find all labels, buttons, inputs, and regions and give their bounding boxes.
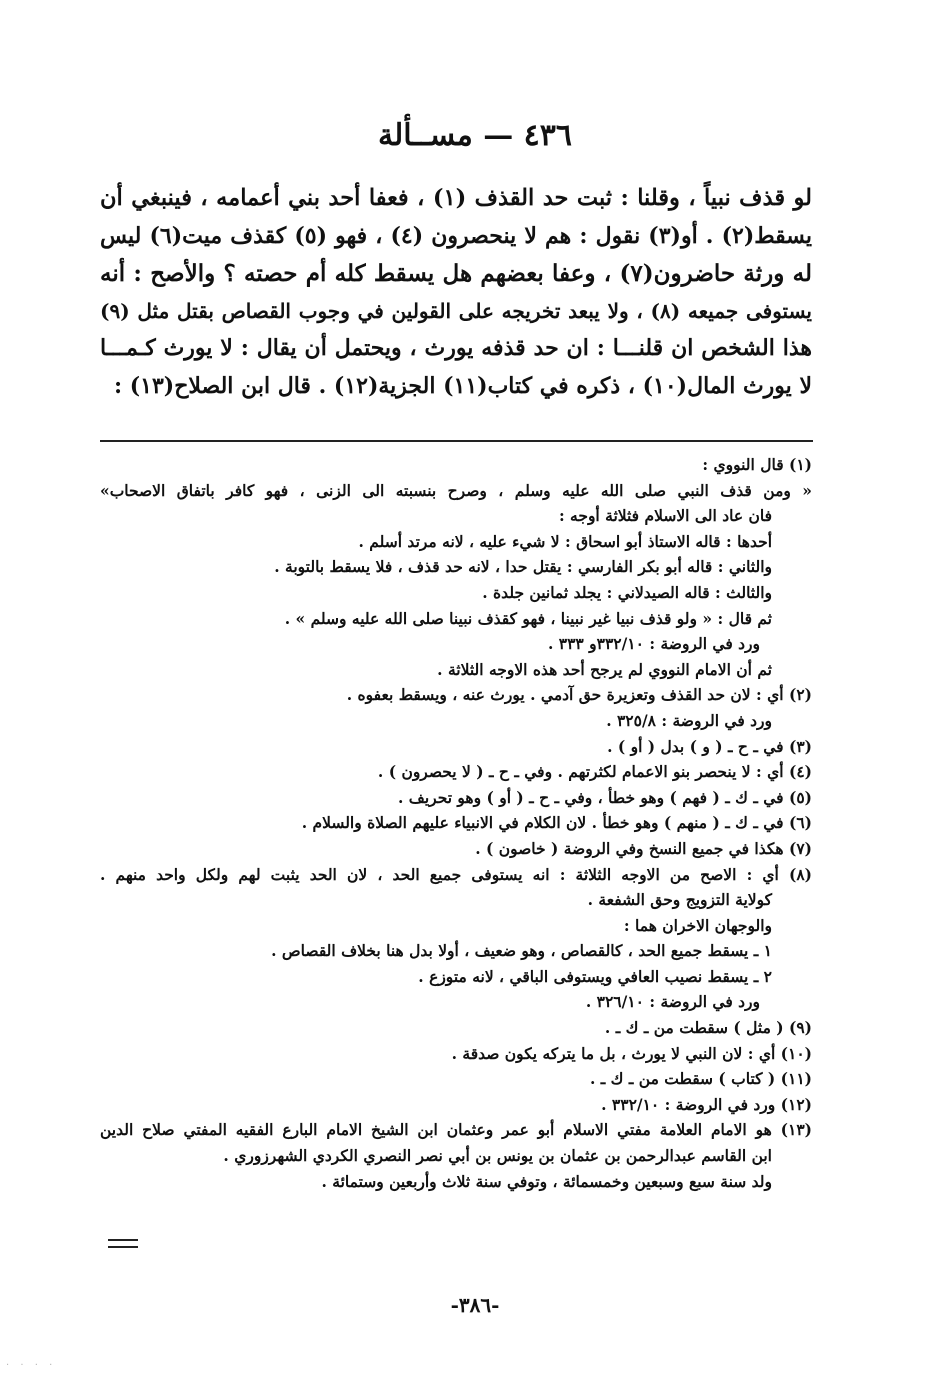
corner-marks: · · · · xyxy=(6,1360,57,1371)
footnote-line: فان عاد الى الاسلام فثلاثة أوجه : xyxy=(558,506,772,526)
footnote-line: ورد في الروضة : ٣٢٥/٨ . xyxy=(606,710,772,730)
footnote-line: (١) قال النووي : xyxy=(702,455,812,474)
main-text xyxy=(100,180,812,405)
footnote-line: (٤) أي : لا ينحصر بنو الاعمام لكثرتهم . وفي ـ ح ـ ( لا يحصرون ) . xyxy=(377,762,812,782)
footnote-line: كولاية التزويج وحق الشفعة . xyxy=(587,890,772,910)
footnote-line: ثم أن الامام النووي لم يرجح أحد هذه الاوجه الثلاثة . xyxy=(437,659,772,679)
footnote-line: والثالث : قاله الصيدلاني : يجلد ثمانين جلدة . xyxy=(482,582,772,602)
footnote-line: ورد في الروضة : ٣٣٢/١٠و ٣٣٣ . xyxy=(547,634,760,654)
main-text-line: له ورثة حاضرون(٧) ، وعفا بعضهم هل يسقط كله أم حصته ؟ والأصح : أنه xyxy=(100,260,812,287)
footnote-line: ولد سنة سبع وسبعين وخمسمائة ، وتوفي سنة ثلاث وأربعين وستمائة . xyxy=(321,1171,772,1191)
footnote-line: والوجهان الاخران هما : xyxy=(623,915,772,935)
footnote-line: ورد في الروضة : ٣٢٦/١٠ . xyxy=(585,992,760,1012)
footnote-line: (١١) ( كتاب ) سقطت من ـ ك ـ . xyxy=(589,1069,812,1089)
footnote-separator xyxy=(100,440,813,442)
footnote-line: (٦) في ـ ك ـ ( منهم ) وهو خطأ . لان الكلام في الانبياء عليهم الصلاة والسلام . xyxy=(301,813,812,833)
footnote-line: (٨) أي : الاصح من الاوجه الثلاثة : انه يستوفى جميع الحد ، لان الحد يثبت لهم ولكل واحد منهم . xyxy=(100,864,812,884)
footnote-line: (٥) في ـ ك ـ ( فهم ) وهو خطأ ، وفي ـ ح ـ ( أو ) وهو تحريف . xyxy=(398,787,812,807)
footnote-line: أحدها : قاله الاستاذ أبو اسحاق : لا شيء عليه ، لانه مرتد أسلم . xyxy=(358,531,772,551)
footnote-line: ٢ ـ يسقط نصيب العافي ويستوفى الباقي ، لانه متوزع . xyxy=(418,966,772,986)
footnote-line: (٩) ( مثل ) سقطت من ـ ك ـ . xyxy=(604,1018,812,1038)
main-text-line: يستوفى جميعه (٨) ، ولا يبعد تخريجه على القولين في وجوب القصاص بقتل مثل (٩) xyxy=(100,298,812,323)
footnote-line: (٣) في ـ ح ـ ( و ) بدل ( أو ) . xyxy=(607,736,812,756)
main-text-line: هذا الشخص ان قلنـــا : ان حد قذفه يورث ، ويحتمل أن يقال : لا يورث كـمـــا xyxy=(100,335,812,361)
main-text-line: لو قذف نبياً ، وقلنا : ثبت حد القذف (١) ، فعفا أحد بني أعمامه ، فينبغي أن xyxy=(100,185,812,211)
footnotes xyxy=(100,452,812,1194)
footnote-line: ١ ـ يسقط جميع الحد ، كالقصاص ، وهو ضعيف ، أولا بدل هنا بخلاف القصاص . xyxy=(271,941,772,961)
footnote-line: (٧) هكذا في جميع النسخ وفي الروضة ( خاصون ) . xyxy=(475,838,812,858)
page-number: -٣٨٦- xyxy=(450,1293,500,1317)
footnote-line: (١٠) أي : لان النبي لا يورث ، بل ما يتركه يكون صدقة . xyxy=(451,1043,812,1063)
footnote-line: (١٣) هو الامام العلامة مفتي الاسلام أبو عمر وعثمان ابن الشيخ الامام البارع الفقيه المفتي صلاح الدين xyxy=(100,1120,812,1140)
end-double-rule xyxy=(108,1239,138,1248)
footnote-line: ثم قال : « ولو قذف نبيا غير نبينا ، فهو كقذف نبينا صلى الله عليه وسلم » . xyxy=(284,608,772,628)
issue-title: ٤٣٦ — مســألة xyxy=(377,118,572,153)
footnote-line: (٢) أي : لان حد القذف وتعزيرة حق آدمي . يورث عنه ، ويسقط بعفوه . xyxy=(346,685,812,705)
main-text-line: يسقط(٢) . أو(٣) نقول : هم لا ينحصرون (٤) ، فهو (٥) كقذف ميت(٦) ليس xyxy=(100,222,812,249)
main-text-line: لا يورث المال(١٠) ، ذكره في كتاب(١١) الجزية(١٢) . قال ابن الصلاح(١٣) : xyxy=(113,372,812,399)
footnote-line: « ومن قذف النبي صلى الله عليه وسلم ، وصرح بنسبته الى الزنى ، فهو كافر باتفاق الاصحاب» xyxy=(100,480,812,500)
footnote-line: (١٢) ورد في الروضة : ٣٣٢/١٠ . xyxy=(601,1094,812,1114)
footnote-line: والثاني : قاله أبو بكر الفارسي : يقتل حدا ، لانه حد قذف ، فلا يسقط بالتوبة . xyxy=(274,557,772,577)
footnote-line: ابن القاسم عبدالرحمن بن عثمان بن يونس بن أبي نصر النصري الكردي الشهرزوري . xyxy=(223,1146,772,1166)
